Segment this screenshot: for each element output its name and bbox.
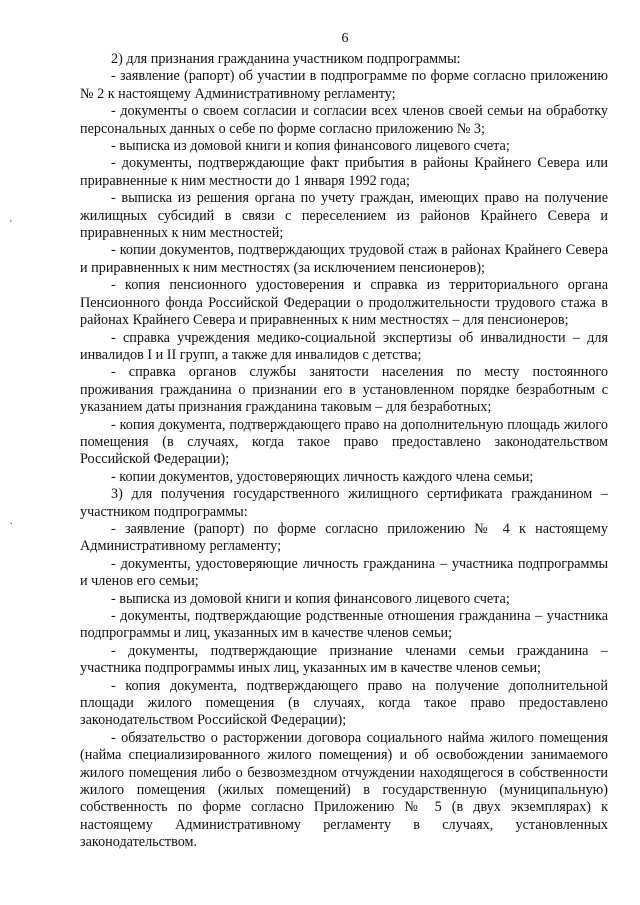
paragraph: - справка учреждения медико-социальной экспертизы об инвалидности – для инвалидов I и II групп, а также для инвалидов с детства;: [80, 329, 608, 363]
paragraph: - справка органов службы занятости населения по месту постоянного проживания гражданина о признании его в установленном порядке безработным с указанием даты признания гражданина таковым – для безработных;: [80, 364, 608, 416]
paragraph: - документы, удостоверяющие личность гражданина – участника подпрограммы и членов его семьи;: [80, 555, 608, 590]
paragraph: - копия документа, подтверждающего право на получение дополнительной площади жилого помещения (в случаях, когда такое право предоставлено законодательством Российской Федерации);: [80, 677, 608, 729]
paragraph: - выписка из домовой книги и копия финансового лицевого счета;: [111, 138, 510, 155]
paragraph: - выписка из домовой книги и копия финансового лицевого счета;: [111, 590, 510, 607]
paragraph: 3) для получения государственного жилищного сертификата гражданином – участником подпрограммы:: [80, 486, 608, 520]
paragraph: 2) для признания гражданина участником подпрограммы:: [111, 51, 461, 67]
paragraph: - выписка из решения органа по учету граждан, имеющих право на получение жилищных субсидий в связи с переселением из районов Крайнего Севера и приравненных к ним местностей;: [80, 190, 608, 242]
paragraph: - копия пенсионного удостоверения и справка из территориального органа Пенсионного фонда Российской Федерации о продолжительности трудового стажа в районах Крайнего Севера и приравненных к ним местностях – для пенсионеров;: [80, 277, 608, 329]
paragraph: - документы о своем согласии и согласии всех членов своей семьи на обработку персональных данных о себе по форме согласно приложению № 3;: [80, 103, 608, 137]
margin-mark: .: [10, 516, 13, 527]
margin-mark: ': [10, 219, 12, 230]
paragraph: - копии документов, подтверждающих трудовой стаж в районах Крайнего Севера и приравненных к ним местностях (за исключением пенсионеров);: [80, 242, 608, 276]
paragraph: - обязательство о расторжении договора социального найма жилого помещения (найма специализированного жилого помещения) и об освобождении занимаемого жилого помещения либо о безвозмездном отчуждении находящегося в собственности жилого помещения (жилых помещений) в государственную (муниципальную) собственность по форме согласно Приложению № 5 (в двух экземплярах) к настоящему Административному регламенту в случаях, установленных законодательством.: [80, 729, 608, 851]
paragraph: - документы, подтверждающие родственные отношения гражданина – участника подпрограммы и лиц, указанных им в качестве членов семьи;: [80, 608, 608, 642]
document-body: [80, 51, 608, 852]
paragraph: - документы, подтверждающие признание членами семьи гражданина – участника подпрограммы иных лиц, указанных им в качестве членов семьи;: [80, 642, 608, 677]
paragraph: - копии документов, удостоверяющих личность каждого члена семьи;: [111, 468, 534, 485]
paragraph: - заявление (рапорт) об участии в подпрограмме по форме согласно приложению № 2 к настоящему Административному регламенту;: [80, 68, 608, 102]
paragraph: - заявление (рапорт) по форме согласно приложению № 4 к настоящему Административному регламенту;: [80, 520, 608, 555]
paragraph: - документы, подтверждающие факт прибытия в районы Крайнего Севера или приравненные к ним местности до 1 января 1992 года;: [80, 155, 608, 189]
page-number: 6: [341, 31, 349, 46]
paragraph: - копия документа, подтверждающего право на дополнительную площадь жилого помещения (в случаях, когда такое право предоставлено законодательством Российской Федерации);: [80, 416, 608, 468]
